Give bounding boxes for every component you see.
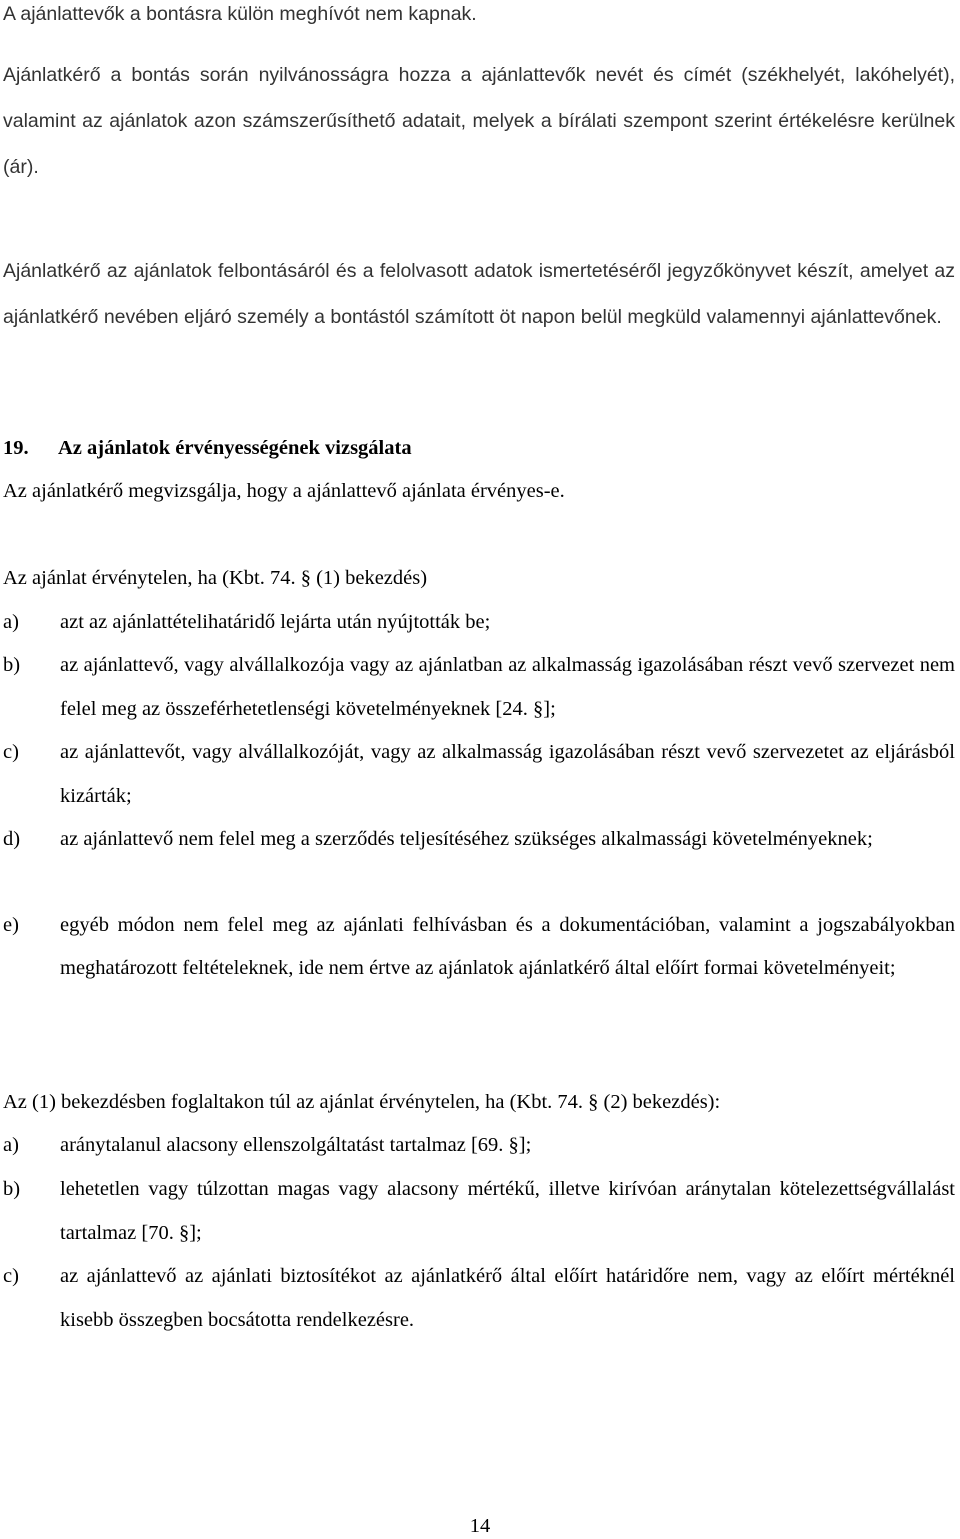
- list1-item: [3, 600, 955, 644]
- list1-item: [3, 730, 955, 818]
- paragraph-opening-disclosure: Ajánlatkérő a bontás során nyilvánosságra hozza a ajánlattevők nevét és címét (székhelyét, lakóhelyét), valamint az ajánlatok azon számszerűsíthető adatait, melyek a bírálati szempont szerint értékelésre kerülnek (ár).: [3, 64, 955, 178]
- list-item-label: a): [3, 1134, 19, 1156]
- list-item-text: aránytalanul alacsony ellenszolgáltatást tartalmaz [69. §];: [60, 1134, 532, 1156]
- list-item-label: b): [3, 1178, 21, 1200]
- list-item-text: az ajánlattevő nem felel meg a szerződés teljesítéséhez szükséges alkalmassági követelményeknek;: [60, 828, 873, 850]
- list-item-label: a): [3, 611, 19, 633]
- list-item-text: az ajánlattevő, vagy alvállalkozója vagy az ajánlatban az alkalmasság igazolásában részt vevő szervezet nem felel meg az összeférhetetlenségi követelményeknek [24. §];: [60, 654, 955, 720]
- list-item-label: d): [3, 828, 21, 850]
- list2-item: [3, 1167, 955, 1255]
- paragraph-opening-minutes: Ajánlatkérő az ajánlatok felbontásáról és a felolvasott adatok ismertetéséről jegyzőkönyvet készít, amelyet az ajánlatkérő nevében eljáró személy a bontástól számított öt napon belül megküld valamennyi ajánlattevőnek.: [3, 260, 955, 328]
- list1-item: [3, 817, 955, 861]
- section-title: Az ajánlatok érvényességének vizsgálata: [58, 437, 412, 459]
- list-item-text: az ajánlattevőt, vagy alvállalkozóját, vagy az alkalmasság igazolásában részt vevő szervezetet az eljárásból kizárták;: [60, 741, 955, 807]
- section-intro: Az ajánlatkérő megvizsgálja, hogy a ajánlattevő ajánlata érvényes-e.: [3, 480, 565, 502]
- paragraph-opening-notice: A ajánlattevők a bontásra külön meghívót nem kapnak.: [3, 3, 477, 25]
- list1-lead: Az ajánlat érvénytelen, ha (Kbt. 74. § (1) bekezdés): [3, 567, 428, 589]
- list2-item: [3, 1123, 955, 1167]
- list-item-label: e): [3, 914, 19, 936]
- section-heading: [3, 426, 955, 470]
- list-item-text: lehetetlen vagy túlzottan magas vagy alacsony mértékű, illetve kirívóan aránytalan kötelezettségvállalást tartalmaz [70. §];: [60, 1178, 955, 1244]
- section-number: 19.: [3, 437, 29, 459]
- list2-item: [3, 1254, 955, 1342]
- list-item-text: egyéb módon nem felel meg az ajánlati felhívásban és a dokumentációban, valamint a jogszabályokban meghatározott feltételeknek, ide nem értve az ajánlatok ajánlatkérő által előírt formai követelményeit;: [60, 914, 955, 979]
- list-item-label: c): [3, 1265, 19, 1287]
- list2-lead: Az (1) bekezdésben foglaltakon túl az ajánlat érvénytelen, ha (Kbt. 74. § (2) bekezdés):: [3, 1091, 721, 1113]
- page-number: 14: [469, 1515, 491, 1537]
- list-item-label: b): [3, 654, 21, 676]
- list1-item: [3, 904, 955, 990]
- list-item-label: c): [3, 741, 19, 763]
- list1-item: [3, 643, 955, 731]
- list-item-text: azt az ajánlattételihatáridő lejárta után nyújtották be;: [60, 611, 491, 633]
- list-item-text: az ajánlattevő az ajánlati biztosítékot az ajánlatkérő által előírt határidőre nem, vagy az előírt mértéknél kisebb összegben bocsátotta rendelkezésre.: [60, 1265, 955, 1331]
